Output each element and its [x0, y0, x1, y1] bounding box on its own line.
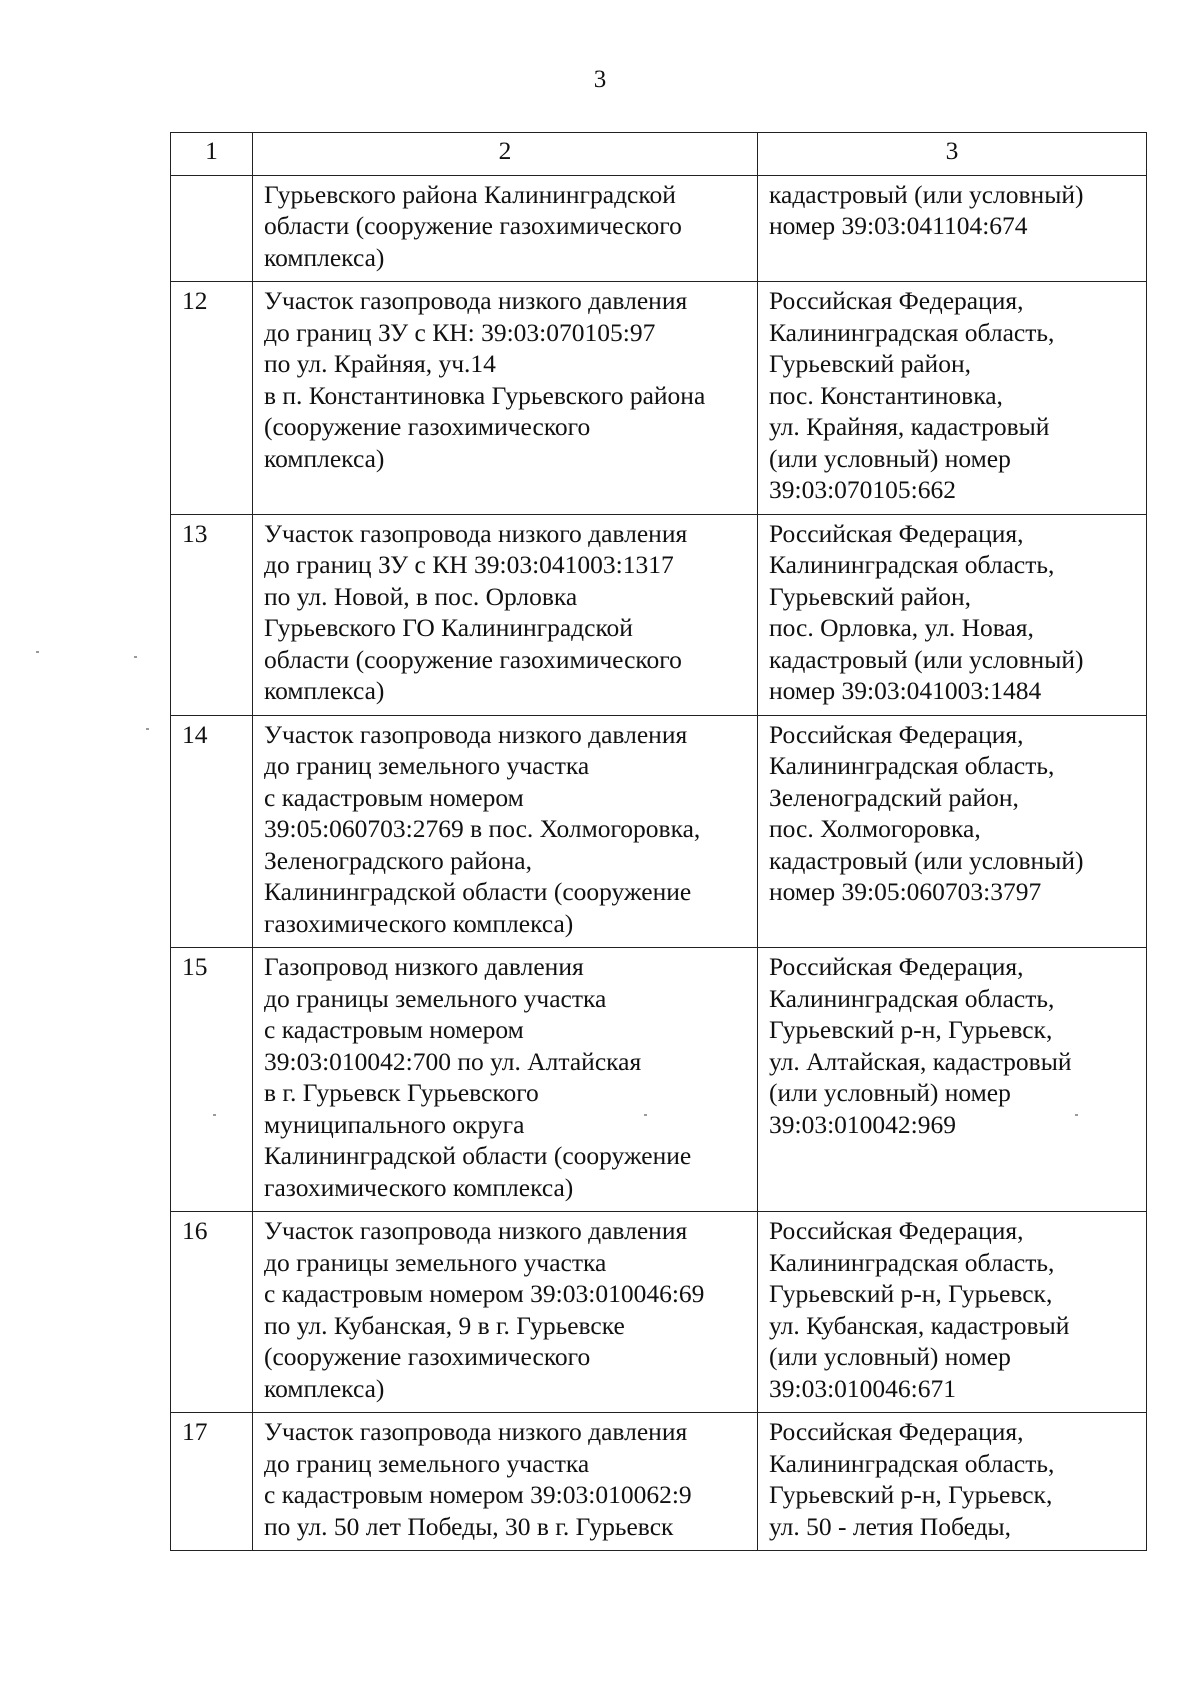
description-line: до границ ЗУ с КН: 39:03:070105:97: [264, 317, 656, 347]
description-line: по ул. Кубанская, 9 в г. Гурьевске: [264, 1310, 625, 1340]
table-row: [171, 1413, 1147, 1551]
address-line: пос. Орловка, ул. Новая,: [769, 613, 1034, 642]
description-line: Зеленоградского района,: [264, 845, 532, 875]
address-line: номер 39:03:041104:674: [769, 211, 1028, 240]
object-description: [253, 948, 758, 1212]
description-line: области (сооружение газохимического: [264, 211, 682, 240]
address-line: номер 39:05:060703:3797: [769, 877, 1042, 906]
scan-speck: [36, 651, 39, 653]
description-line: Участок газопровода низкого давления: [264, 1216, 688, 1245]
object-address: [758, 514, 1147, 715]
address-line: Калининградская область,: [769, 550, 1055, 579]
description-line: комплекса): [264, 242, 385, 272]
address-line: кадастровый (или условный): [769, 179, 1084, 209]
table-row: [171, 948, 1147, 1212]
address-line: Российская Федерация,: [769, 719, 1024, 749]
description-line: в п. Константиновка Гурьевского района: [264, 380, 706, 410]
description-line: Калининградской области (сооружение: [264, 1141, 692, 1170]
description-line: 39:03:010042:700 по ул. Алтайская: [264, 1046, 642, 1076]
description-line: Газопровод низкого давления: [264, 952, 584, 981]
row-number: [171, 175, 253, 282]
address-line: Российская Федерация,: [769, 518, 1024, 548]
address-line: (или условный) номер: [769, 1342, 1011, 1371]
table-row: [171, 282, 1147, 515]
row-number: 13: [171, 514, 253, 715]
header-col-3: 3: [758, 133, 1147, 176]
address-line: Калининградская область,: [769, 1448, 1055, 1478]
object-description: [253, 1413, 758, 1551]
description-line: до границ земельного участка: [264, 1448, 590, 1478]
object-address: [758, 175, 1147, 282]
address-line: Российская Федерация,: [769, 1216, 1024, 1245]
table-header-row: [171, 133, 1147, 176]
object-address: [758, 1212, 1147, 1413]
scan-speck: [146, 728, 149, 730]
address-line: Гурьевский район,: [769, 349, 971, 378]
header-col-2: 2: [253, 133, 758, 176]
description-line: по ул. Новой, в пос. Орловка: [264, 581, 578, 611]
header-col-1: 1: [171, 133, 253, 176]
table-row: [171, 175, 1147, 282]
table-row: [171, 1212, 1147, 1413]
object-address: [758, 1413, 1147, 1551]
object-description: [253, 175, 758, 282]
address-line: Гурьевский р-н, Гурьевск,: [769, 1279, 1053, 1308]
description-line: с кадастровым номером 39:03:010046:69: [264, 1279, 705, 1308]
description-line: (сооружение газохимического: [264, 1342, 591, 1371]
description-line: по ул. Крайняя, уч.14: [264, 349, 496, 378]
description-line: до границ земельного участка: [264, 751, 590, 780]
row-number: 16: [171, 1212, 253, 1413]
description-line: по ул. 50 лет Победы, 30 в г. Гурьевск: [264, 1511, 674, 1541]
description-line: Участок газопровода низкого давления: [264, 286, 688, 315]
row-number: 17: [171, 1413, 253, 1551]
table-body: [171, 175, 1147, 1551]
description-line: области (сооружение газохимического: [264, 644, 682, 674]
object-description: [253, 715, 758, 948]
row-number: 12: [171, 282, 253, 515]
description-line: 39:05:060703:2769 в пос. Холмогоровка,: [264, 814, 701, 843]
scan-speck: [1075, 1114, 1078, 1116]
page-number: 3: [593, 66, 607, 93]
description-line: с кадастровым номером 39:03:010062:9: [264, 1480, 692, 1509]
table-row: [171, 715, 1147, 948]
address-line: номер 39:03:041003:1484: [769, 676, 1042, 705]
object-address: [758, 715, 1147, 948]
address-line: Калининградская область,: [769, 751, 1055, 780]
address-line: Гурьевский р-н, Гурьевск,: [769, 1015, 1053, 1044]
address-line: Калининградская область,: [769, 983, 1055, 1013]
scan-speck: [134, 656, 137, 658]
address-line: Российская Федерация,: [769, 1417, 1024, 1446]
address-line: 39:03:010042:969: [769, 1109, 957, 1139]
description-line: с кадастровым номером: [264, 782, 524, 812]
address-line: (или условный) номер: [769, 443, 1011, 473]
description-line: Калининградской области (сооружение: [264, 877, 692, 906]
description-line: Участок газопровода низкого давления: [264, 518, 688, 548]
description-line: Участок газопровода низкого давления: [264, 719, 688, 749]
scan-speck: [213, 1114, 216, 1116]
address-line: кадастровый (или условный): [769, 644, 1084, 674]
address-line: ул. Алтайская, кадастровый: [769, 1046, 1072, 1076]
address-line: Российская Федерация,: [769, 286, 1024, 315]
description-line: с кадастровым номером: [264, 1015, 524, 1044]
address-line: ул. Кубанская, кадастровый: [769, 1310, 1070, 1340]
objects-table: [170, 132, 1147, 1551]
description-line: до границы земельного участка: [264, 983, 607, 1013]
object-description: [253, 514, 758, 715]
description-line: комплекса): [264, 676, 385, 705]
address-line: Зеленоградский район,: [769, 782, 1019, 812]
description-line: газохимического комплекса): [264, 1172, 574, 1202]
description-line: комплекса): [264, 1373, 385, 1403]
table-row: [171, 514, 1147, 715]
address-line: Гурьевский р-н, Гурьевск,: [769, 1480, 1053, 1509]
description-line: муниципального округа: [264, 1109, 525, 1139]
object-address: [758, 282, 1147, 515]
address-line: Российская Федерация,: [769, 952, 1024, 981]
scan-speck: [644, 1114, 647, 1116]
object-address: [758, 948, 1147, 1212]
address-line: (или условный) номер: [769, 1078, 1011, 1107]
address-line: 39:03:070105:662: [769, 475, 957, 504]
description-line: в г. Гурьевск Гурьевского: [264, 1078, 539, 1107]
address-line: Калининградская область,: [769, 1247, 1055, 1277]
description-line: Гурьевского ГО Калининградской: [264, 613, 633, 642]
row-number: 14: [171, 715, 253, 948]
address-line: ул. 50 - летия Победы,: [769, 1511, 1012, 1541]
address-line: пос. Холмогоровка,: [769, 814, 981, 843]
address-line: пос. Константиновка,: [769, 380, 1003, 410]
description-line: Участок газопровода низкого давления: [264, 1417, 688, 1446]
description-line: до границ ЗУ с КН 39:03:041003:1317: [264, 550, 674, 579]
address-line: 39:03:010046:671: [769, 1373, 957, 1403]
address-line: Гурьевский район,: [769, 581, 971, 611]
description-line: комплекса): [264, 443, 385, 473]
description-line: газохимического комплекса): [264, 908, 574, 938]
address-line: ул. Крайняя, кадастровый: [769, 412, 1050, 441]
object-description: [253, 282, 758, 515]
address-line: кадастровый (или условный): [769, 845, 1084, 875]
object-description: [253, 1212, 758, 1413]
row-number: 15: [171, 948, 253, 1212]
description-line: до границы земельного участка: [264, 1247, 607, 1277]
description-line: Гурьевского района Калининградской: [264, 179, 676, 209]
description-line: (сооружение газохимического: [264, 412, 591, 441]
address-line: Калининградская область,: [769, 317, 1055, 347]
